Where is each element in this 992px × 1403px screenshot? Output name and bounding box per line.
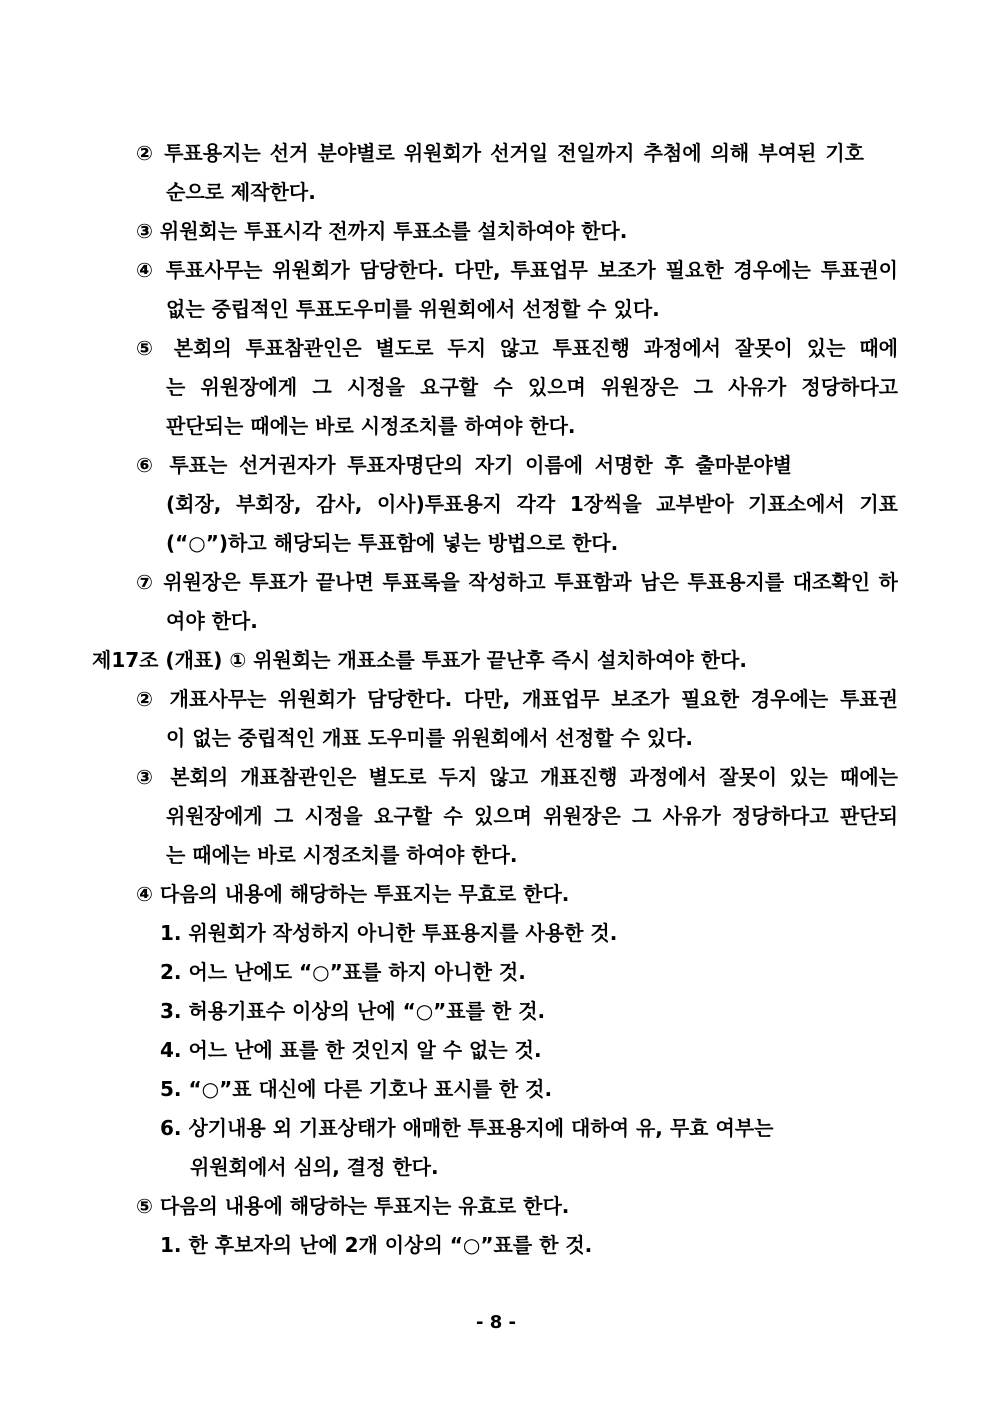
text-line: ⑤ 다음의 내용에 해당하는 투표지는 유효로 한다. bbox=[136, 1194, 570, 1218]
text-line: 여야 한다. bbox=[166, 609, 258, 633]
text-line: ③ 위원회는 투표시각 전까지 투표소를 설치하여야 한다. bbox=[136, 219, 628, 243]
text-line: 판단되는 때에는 바로 시정조치를 하여야 한다. bbox=[166, 414, 576, 438]
list-item: 2. 어느 난에도 “○”표를 하지 아니한 것. bbox=[160, 960, 526, 984]
text-line: ⑥ 투표는 선거권자가 투표자명단의 자기 이름에 서명한 후 출마분야별 bbox=[136, 453, 792, 477]
page-number: - 8 - bbox=[476, 1312, 516, 1333]
text-line: ② 개표사무는 위원회가 담당한다. 다만, 개표업무 보조가 필요한 경우에는 투표권 bbox=[136, 687, 898, 711]
list-item: 6. 상기내용 외 기표상태가 애매한 투표용지에 대하여 유, 무효 여부는 bbox=[160, 1116, 774, 1140]
text-line: 이 없는 중립적인 개표 도우미를 위원회에서 선정할 수 있다. bbox=[166, 726, 693, 750]
text-line: ④ 다음의 내용에 해당하는 투표지는 무효로 한다. bbox=[136, 882, 570, 906]
list-item-continuation: 위원회에서 심의, 결정 한다. bbox=[190, 1155, 439, 1179]
text-line: ⑦ 위원장은 투표가 끝나면 투표록을 작성하고 투표함과 남은 투표용지를 대조확인 하 bbox=[136, 570, 898, 594]
text-line: ⑤ 본회의 투표참관인은 별도로 두지 않고 투표진행 과정에서 잘못이 있는 때에 bbox=[136, 336, 898, 360]
text-line: 는 위원장에게 그 시정을 요구할 수 있으며 위원장은 그 사유가 정당하다고 bbox=[166, 375, 898, 399]
list-item: 5. “○”표 대신에 다른 기호나 표시를 한 것. bbox=[160, 1077, 553, 1101]
text-line: 없는 중립적인 투표도우미를 위원회에서 선정할 수 있다. bbox=[166, 297, 660, 321]
list-item: 1. 한 후보자의 난에 2개 이상의 “○”표를 한 것. bbox=[160, 1233, 593, 1257]
list-item: 1. 위원회가 작성하지 아니한 투표용지를 사용한 것. bbox=[160, 921, 618, 945]
text-line: ④ 투표사무는 위원회가 담당한다. 다만, 투표업무 보조가 필요한 경우에는 투표권이 bbox=[136, 258, 898, 282]
text-line: 는 때에는 바로 시정조치를 하여야 한다. bbox=[166, 843, 518, 867]
article-heading: 제17조 (개표) ① 위원회는 개표소를 투표가 끝난후 즉시 설치하여야 한다. bbox=[92, 648, 747, 672]
text-line: ③ 본회의 개표참관인은 별도로 두지 않고 개표진행 과정에서 잘못이 있는 때에는 bbox=[136, 765, 898, 789]
text-line: 순으로 제작한다. bbox=[166, 180, 316, 204]
text-line: ② 투표용지는 선거 분야별로 위원회가 선거일 전일까지 추첨에 의해 부여된 기호 bbox=[136, 141, 864, 165]
text-line: 위원장에게 그 시정을 요구할 수 있으며 위원장은 그 사유가 정당하다고 판단되 bbox=[166, 804, 898, 828]
text-line: (“○”)하고 해당되는 투표함에 넣는 방법으로 한다. bbox=[166, 531, 619, 555]
list-item: 4. 어느 난에 표를 한 것인지 알 수 없는 것. bbox=[160, 1038, 542, 1062]
text-line: (회장, 부회장, 감사, 이사)투표용지 각각 1장씩을 교부받아 기표소에서 기표 bbox=[166, 492, 898, 516]
list-item: 3. 허용기표수 이상의 난에 “○”표를 한 것. bbox=[160, 999, 546, 1023]
